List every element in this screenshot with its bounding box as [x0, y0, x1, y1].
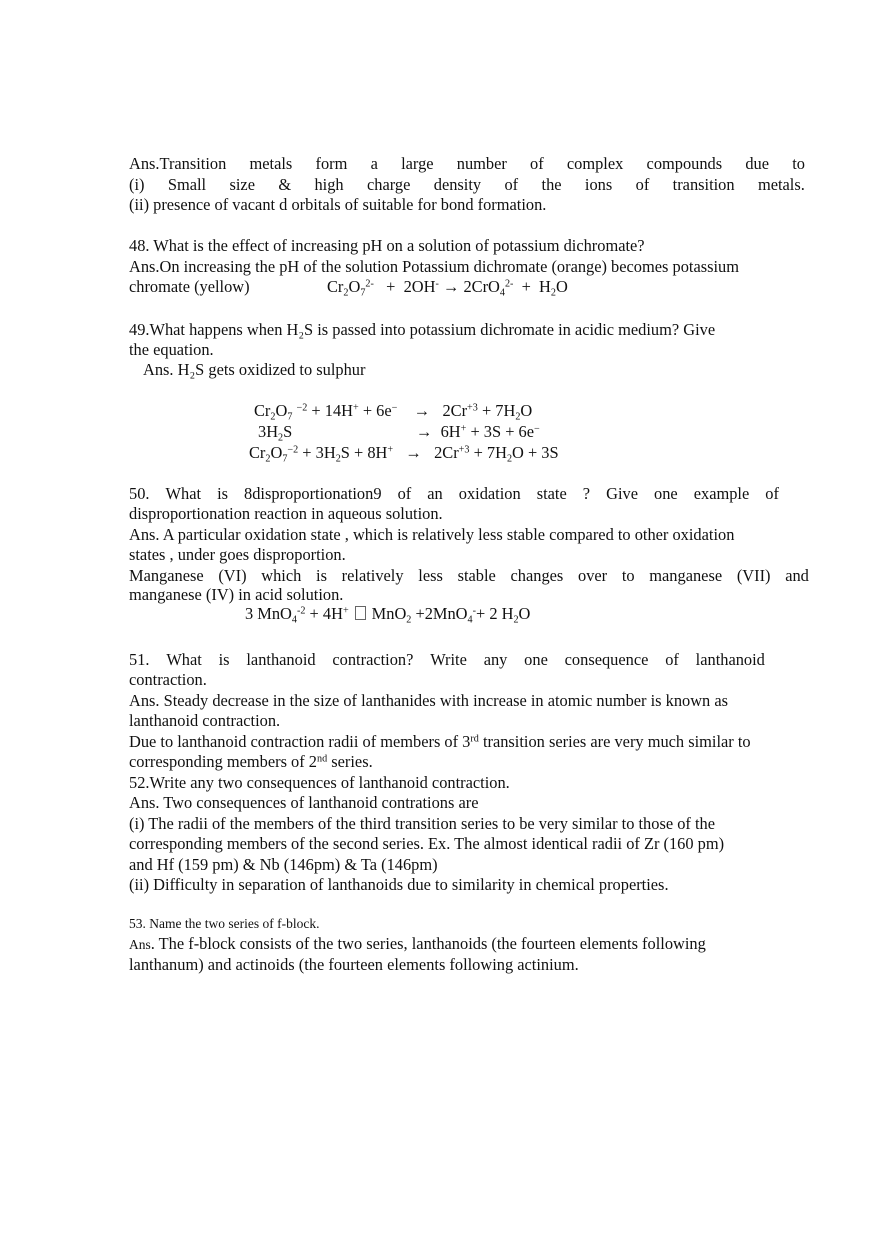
q49-question-line2: the equation.	[129, 340, 214, 359]
q49-question: 49.What happens when H₂S is passed into potassium dichromate in acidic medium? Give	[129, 320, 716, 339]
q51-question-line2: contraction.	[129, 670, 207, 689]
q53-question: 53. Name the two series of f-block.	[129, 916, 320, 931]
q53-answer-line2: lanthanum) and actinoids (the fourteen elements following actinium.	[129, 955, 579, 974]
q51-answer-line2: lanthanoid contraction.	[129, 711, 281, 730]
q50-answer-line2: states , under goes disproportion.	[129, 545, 346, 564]
q49-answer: Ans. H₂S gets oxidized to sulphur	[143, 360, 366, 379]
q48-question: 48. What is the effect of increasing pH on a solution of potassium dichromate?	[129, 236, 645, 255]
q47-answer-line2: (i) Small size & high charge density of the ions of transition metals.	[129, 175, 805, 194]
arrow-glyph-box-icon	[355, 606, 366, 620]
q49-equation-2b: → 6H+ + 3S + 6e−	[416, 422, 540, 441]
q52-question: 52.Write any two consequences of lanthanoid contraction.	[129, 773, 510, 792]
q50-equation: 3 MnO$_4^{-2}$ + 4H+ MnO$_2$ +2MnO$_4$-+ 2 $H_2O$	[245, 604, 531, 626]
q50-question-line2: disproportionation reaction in aqueous solution.	[129, 504, 443, 523]
q51-answer-line1: Ans. Steady decrease in the size of lanthanides with increase in atomic number is known as	[129, 691, 728, 710]
q50-answer-line3: Manganese (VI) which is relatively less stable changes over to manganese (VII) and	[129, 566, 809, 585]
q52-point-i-line3: and Hf (159 pm) & Nb (146pm) & Ta (146pm)	[129, 855, 438, 874]
q49-equation-net: $Cr_2O_7^{-2} + 3H_2S + 8H^+ \to 2Cr^{+3} + 7H_2O + 3S$	[249, 443, 559, 465]
q48-equation: $Cr_2O_7^{2-} + 2OH^- \to 2CrO_4^{2-} + H_2O$	[327, 277, 568, 299]
q51-answer-line4: corresponding members of 2nd series.	[129, 752, 373, 771]
q47-answer-line3: (ii) presence of vacant d orbitals of suitable for bond formation.	[129, 195, 547, 214]
q49-equation-1: $Cr_2O_7$ $^{-2}$ + 14H+ + 6e− → $2Cr^{+3} + 7H_2O$	[254, 401, 533, 423]
q52-point-ii: (ii) Difficulty in separation of lanthanoids due to similarity in chemical properties.	[129, 875, 669, 894]
q51-answer-line3: Due to lanthanoid contraction radii of members of 3rd transition series are very much similar to	[129, 732, 751, 751]
q47-answer-line1: Ans.Transition metals form a large number of complex compounds due to	[129, 154, 805, 173]
q48-answer: Ans.On increasing the pH of the solution Potassium dichromate (orange) becomes potassium	[129, 257, 739, 276]
q48-answer-line2: chromate (yellow)	[129, 277, 250, 296]
q50-question-line1: 50. What is 8disproportionation9 of an oxidation state ? Give one example of	[129, 484, 779, 503]
q52-point-i-line2: corresponding members of the second series. Ex. The almost identical radii of Zr (160 pm)	[129, 834, 725, 853]
q50-answer-line1: Ans. A particular oxidation state , which is relatively less stable compared to other oxidation	[129, 525, 735, 544]
q50-answer-line4: manganese (IV) in acid solution.	[129, 585, 344, 604]
q53-answer: Ans. The f-block consists of the two series, lanthanoids (the fourteen elements following	[129, 934, 706, 953]
q52-point-i-line1: (i) The radii of the members of the third transition series to be very similar to those of the	[129, 814, 715, 833]
q49-equation-2: $3H_2S$	[258, 422, 293, 444]
q52-answer: Ans. Two consequences of lanthanoid contrations are	[129, 793, 479, 812]
q51-question-line1: 51. What is lanthanoid contraction? Write any one consequence of lanthanoid	[129, 650, 765, 669]
